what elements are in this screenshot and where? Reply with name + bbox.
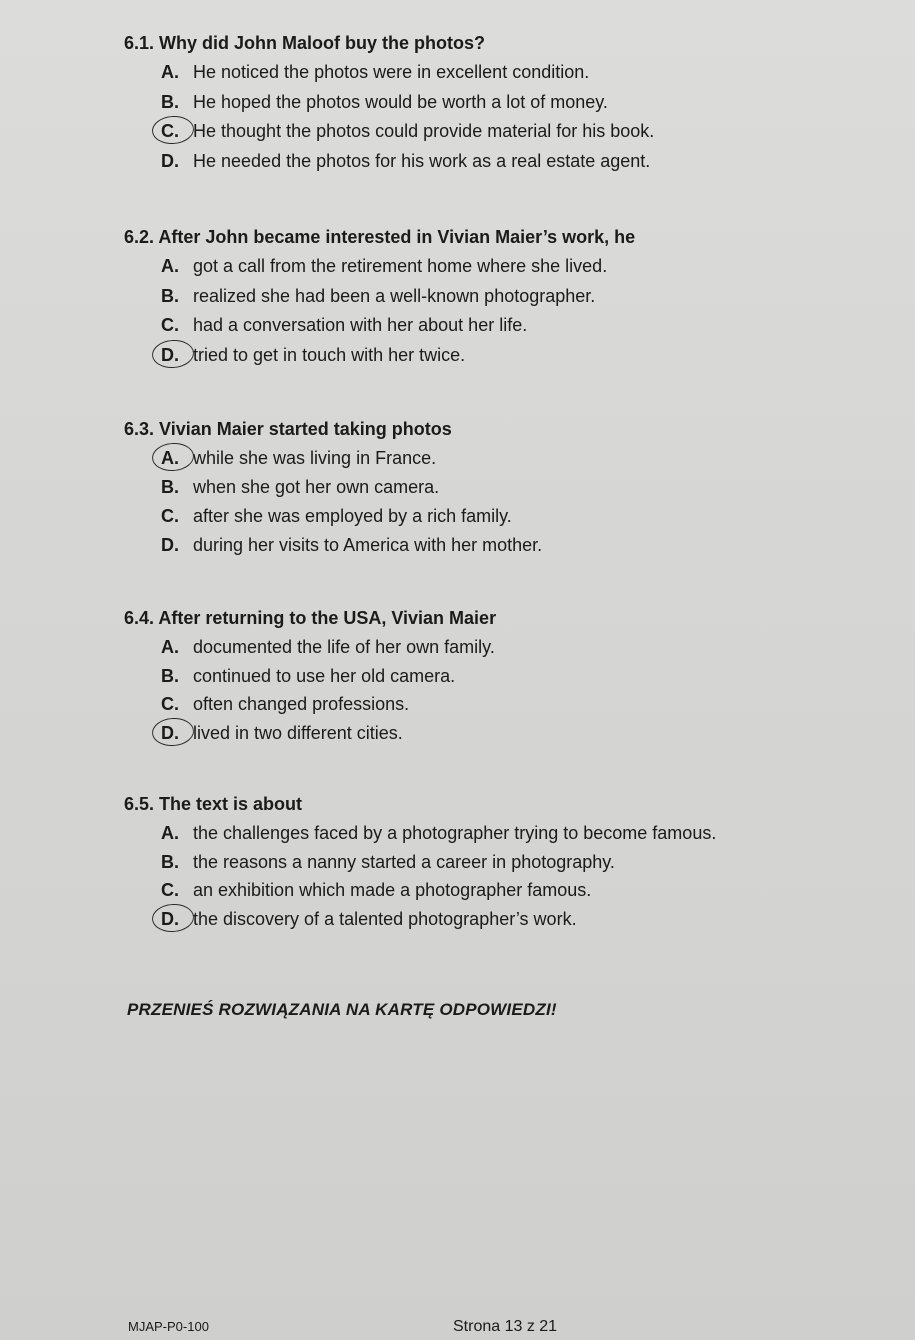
- option-text: had a conversation with her about her life.: [193, 315, 528, 335]
- option-letter: C.: [161, 121, 179, 141]
- option-letter: A.: [161, 637, 179, 657]
- option-c[interactable]: [161, 879, 884, 908]
- question-6-4: [124, 607, 884, 750]
- option-c[interactable]: [161, 505, 884, 534]
- option-text: the challenges faced by a photographer trying to become famous.: [193, 823, 717, 843]
- option-letter: A.: [161, 823, 179, 843]
- option-text: continued to use her old camera.: [193, 665, 456, 686]
- option-letter: B.: [161, 477, 179, 497]
- option-a[interactable]: [161, 822, 884, 851]
- option-d[interactable]: [161, 722, 884, 751]
- answer-options: [124, 255, 884, 373]
- transfer-answers-instruction: PRZENIEŚ ROZWIĄZANIA NA KARTĘ ODPOWIEDZI!: [127, 1000, 557, 1019]
- option-b[interactable]: [161, 91, 884, 121]
- option-letter: A.: [161, 256, 179, 276]
- option-text: got a call from the retirement home where she lived.: [193, 256, 608, 276]
- option-text: He hoped the photos would be worth a lot of money.: [193, 91, 608, 112]
- answer-options: [124, 447, 884, 563]
- option-text: while she was living in France.: [193, 448, 437, 468]
- option-d[interactable]: [161, 534, 884, 563]
- answer-options: [124, 822, 884, 936]
- option-text: after she was employed by a rich family.: [193, 506, 512, 526]
- option-d[interactable]: [161, 908, 884, 937]
- option-letter: D.: [161, 344, 179, 365]
- page-number: Strona 13 z 21: [453, 1318, 558, 1335]
- option-letter: B.: [161, 91, 179, 112]
- option-text: lived in two different cities.: [193, 722, 403, 743]
- question-title: 6.1. Why did John Maloof buy the photos?: [124, 33, 485, 53]
- question-6-5: [124, 793, 884, 936]
- option-letter: A.: [161, 62, 179, 82]
- question-title: 6.2. After John became interested in Vivian Maier’s work, he: [124, 227, 636, 247]
- option-letter: B.: [161, 285, 179, 306]
- question-6-1: [124, 32, 884, 179]
- option-letter: A.: [161, 448, 179, 468]
- option-text: He needed the photos for his work as a real estate agent.: [193, 150, 651, 171]
- option-text: during her visits to America with her mother.: [193, 535, 543, 555]
- exam-code: MJAP-P0-100: [128, 1319, 209, 1334]
- option-a[interactable]: [161, 447, 884, 476]
- option-c[interactable]: [161, 693, 884, 722]
- answer-options: [124, 61, 884, 179]
- option-letter: B.: [161, 665, 179, 686]
- option-letter: C.: [161, 315, 179, 335]
- option-letter: C.: [161, 694, 179, 714]
- option-c[interactable]: [161, 314, 884, 344]
- question-title: 6.4. After returning to the USA, Vivian Maier: [124, 608, 497, 628]
- option-b[interactable]: [161, 851, 884, 880]
- option-letter: C.: [161, 506, 179, 526]
- answer-options: [124, 636, 884, 750]
- option-letter: B.: [161, 851, 179, 872]
- option-letter: D.: [161, 722, 179, 743]
- question-title: 6.5. The text is about: [124, 794, 303, 814]
- question-6-3: [124, 418, 884, 563]
- option-text: the reasons a nanny started a career in photography.: [193, 851, 615, 872]
- option-letter: D.: [161, 150, 179, 171]
- option-text: tried to get in touch with her twice.: [193, 344, 466, 365]
- option-d[interactable]: [161, 150, 884, 180]
- option-text: He noticed the photos were in excellent condition.: [193, 62, 590, 82]
- option-b[interactable]: [161, 476, 884, 505]
- option-text: documented the life of her own family.: [193, 637, 495, 657]
- option-letter: C.: [161, 880, 179, 900]
- option-a[interactable]: [161, 61, 884, 91]
- option-d[interactable]: [161, 344, 884, 374]
- option-text: realized she had been a well-known photographer.: [193, 285, 596, 306]
- option-text: often changed professions.: [193, 694, 410, 714]
- option-b[interactable]: [161, 285, 884, 315]
- question-6-2: [124, 226, 884, 373]
- option-text: when she got her own camera.: [193, 477, 440, 497]
- option-c[interactable]: [161, 120, 884, 150]
- option-letter: D.: [161, 535, 179, 555]
- option-b[interactable]: [161, 665, 884, 694]
- option-a[interactable]: [161, 255, 884, 285]
- question-title: 6.3. Vivian Maier started taking photos: [124, 419, 452, 439]
- option-a[interactable]: [161, 636, 884, 665]
- option-letter: D.: [161, 908, 179, 929]
- option-text: the discovery of a talented photographer’s work.: [193, 908, 577, 929]
- option-text: an exhibition which made a photographer famous.: [193, 880, 592, 900]
- option-text: He thought the photos could provide material for his book.: [193, 121, 655, 141]
